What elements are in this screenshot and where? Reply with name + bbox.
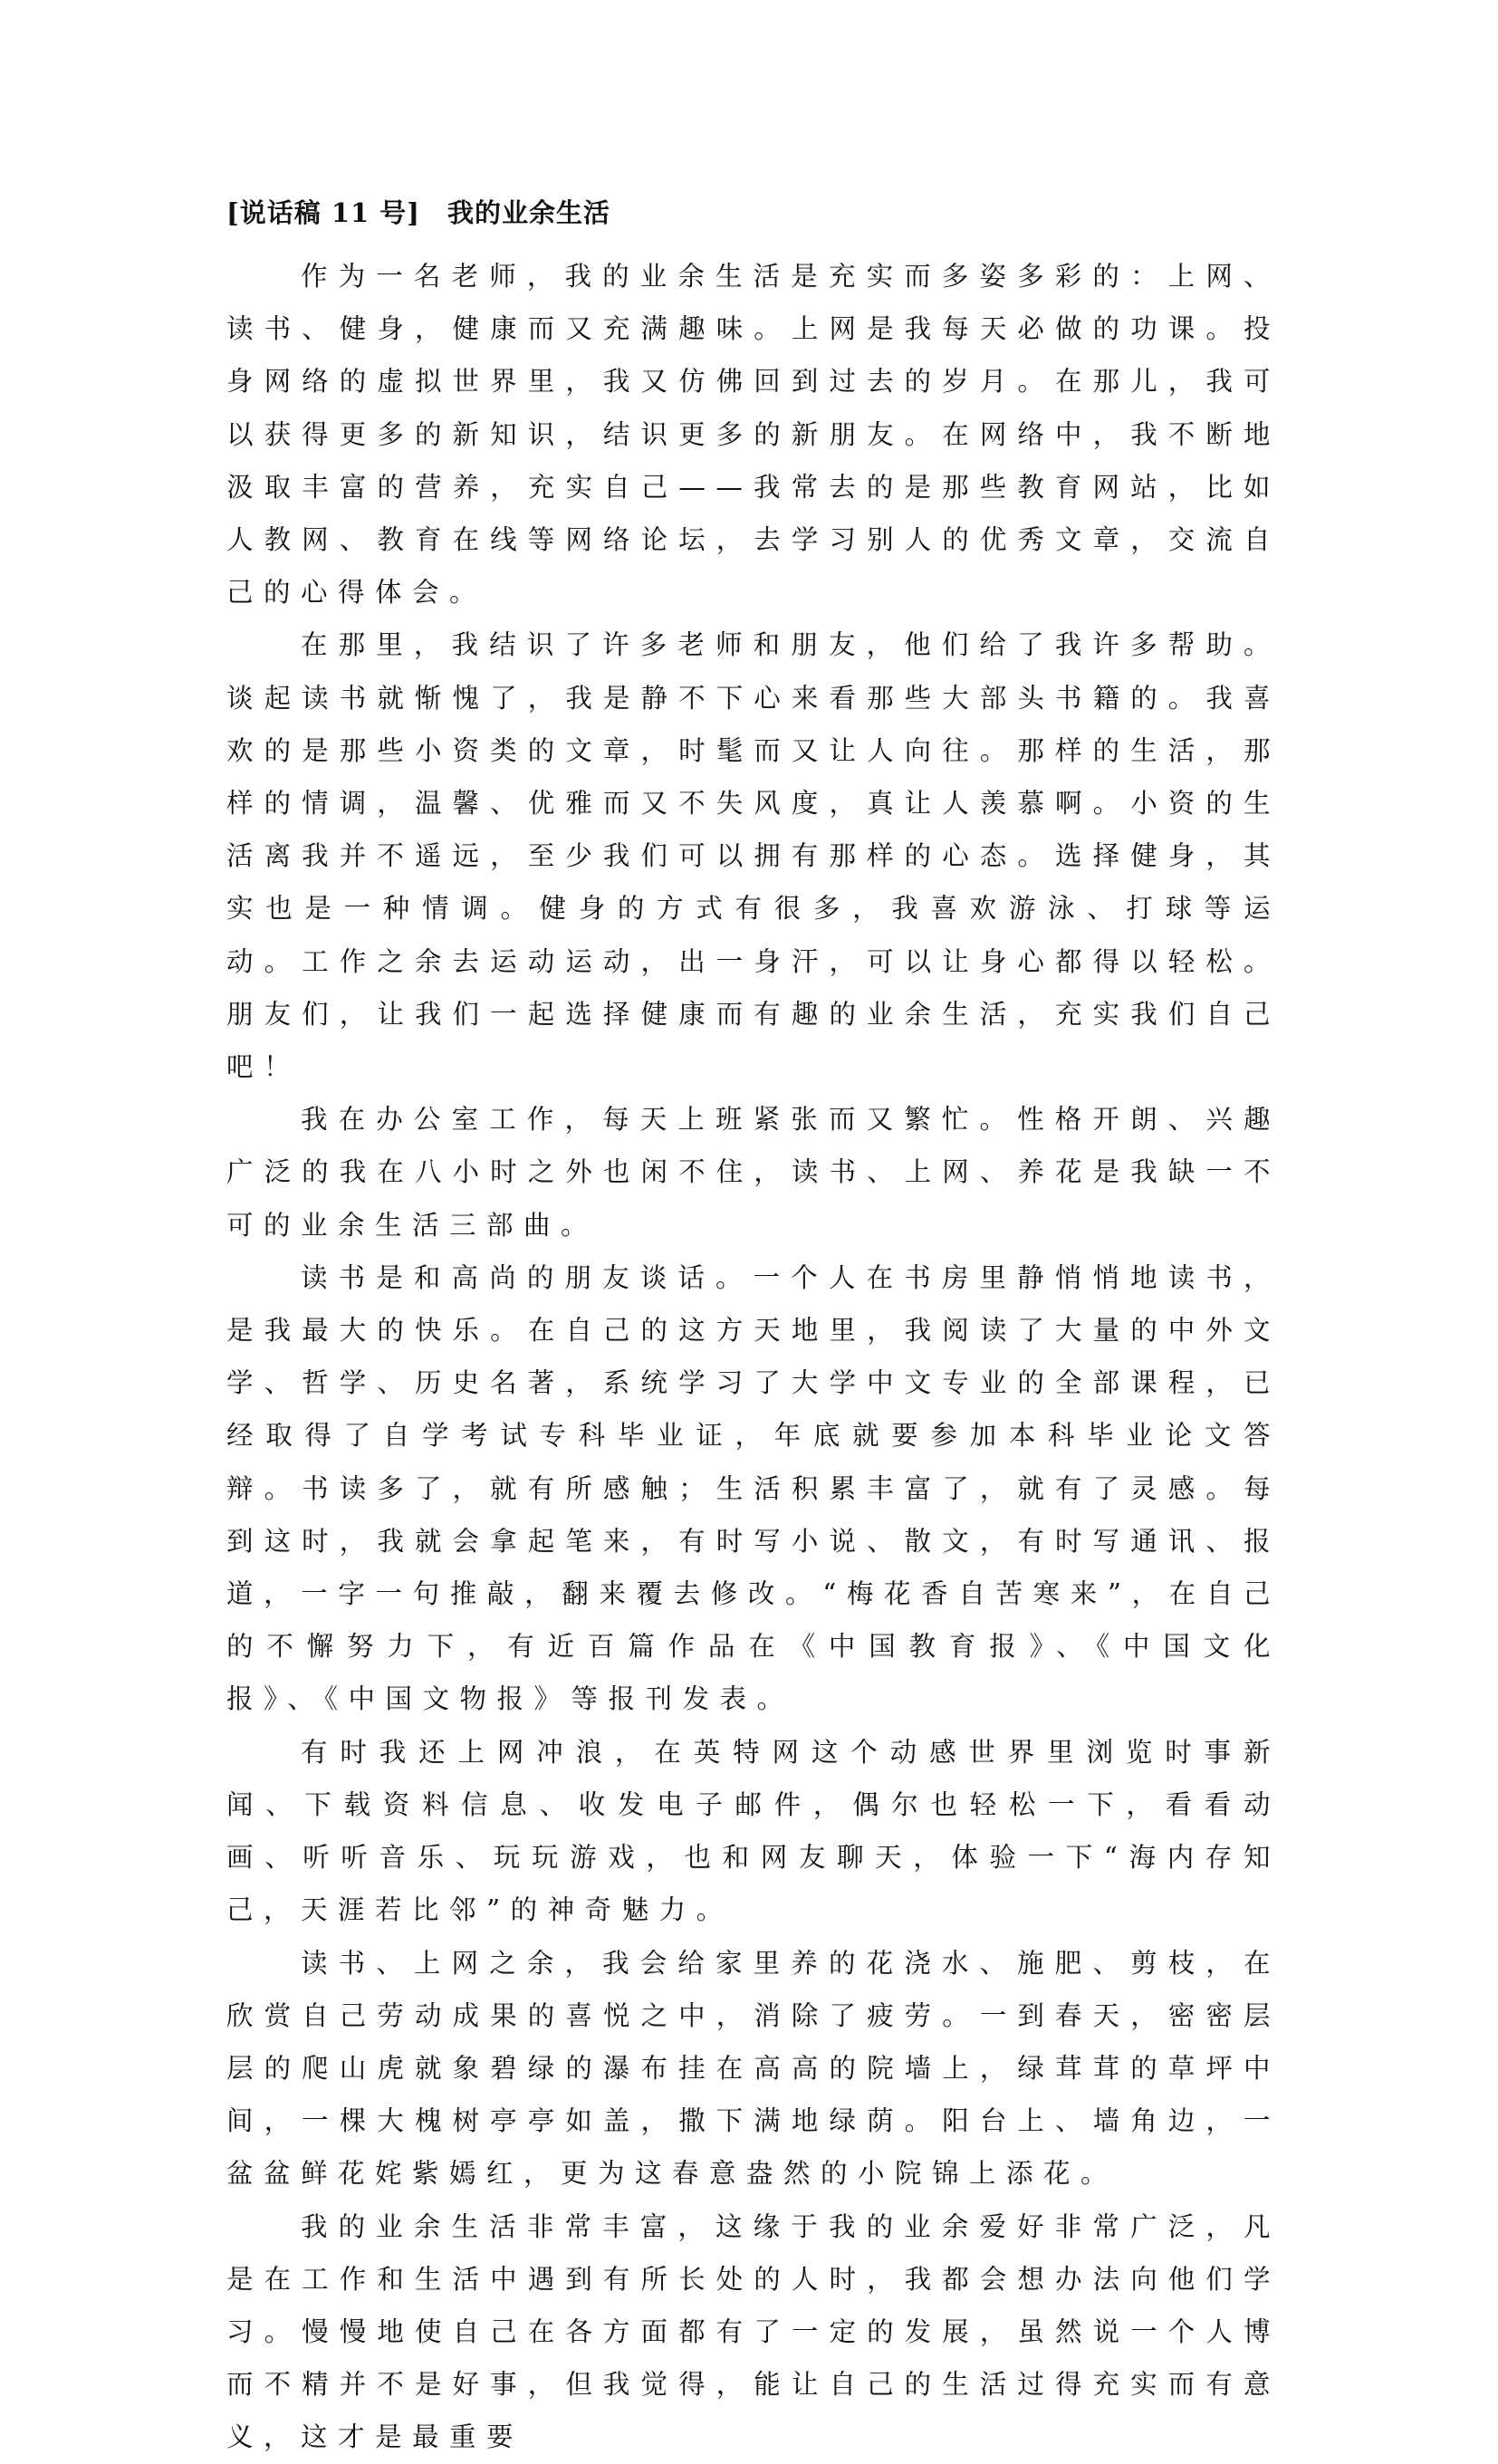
paragraph: 我的业余生活非常丰富，这缘于我的业余爱好非常广泛，凡是在工作和生活中遇到有所长处的人时，我都会想办法向他们学习。慢慢地使自己在各方面都有了一定的发展，虽然说一个人博而不精并不是好事，但我觉得，能让自己的生活过得充实而有意义，这才是最重要 — [226, 2210, 1281, 2453]
title-text: 我的业余生活 — [447, 197, 611, 228]
document-title — [226, 192, 610, 234]
paragraph: 有时我还上网冲浪，在英特网这个动感世界里浏览时事新闻、下载资料信息、收发电子邮件，偶尔也轻松一下，看看动画、听听音乐、玩玩游戏，也和网友聊天，体验一下“海内存知己，天涯若比邻”的神奇魅力。 — [226, 1736, 1281, 1926]
paragraph: 在那里，我结识了许多老师和朋友，他们给了我许多帮助。谈起读书就惭愧了，我是静不下心来看那些大部头书籍的。我喜欢的是那些小资类的文章，时髦而又让人向往。那样的生活，那样的情调，温馨、优雅而又不失风度，真让人羡慕啊。小资的生活离我并不遥远，至少我们可以拥有那样的心态。选择健身，其实也是一种情调。健身的方式有很多，我喜欢游泳、打球等运动。工作之余去运动运动，出一身汗，可以让身心都得以轻松。朋友们，让我们一起选择健康而有趣的业余生活，充实我们自己吧！ — [226, 629, 1281, 1083]
paragraph: 我在办公室工作，每天上班紧张而又繁忙。性格开朗、兴趣广泛的我在八小时之外也闲不住，读书、上网、养花是我缺一不可的业余生活三部曲。 — [226, 1104, 1281, 1241]
paragraph: 读书是和高尚的朋友谈话。一个人在书房里静悄悄地读书，是我最大的快乐。在自己的这方天地里，我阅读了大量的中外文学、哲学、历史名著，系统学习了大学中文专业的全部课程，已经取得了自学考试专科毕业证，年底就要参加本科毕业论文答辩。书读多了，就有所感触；生活积累丰富了，就有了灵感。每到这时，我就会拿起笔来，有时写小说、散文，有时写通讯、报道，一字一句推敲，翻来覆去修改。“梅花香自苦寒来”，在自己的不懈努力下，有近百篇作品在《中国教育报》、《中国文化报》、《中国文物报》等报刊发表。 — [226, 1261, 1281, 1715]
title-label: [说话稿 11 号] — [226, 197, 420, 228]
paragraph: 作为一名老师，我的业余生活是充实而多姿多彩的：上网、读书、健身，健康而又充满趣味。上网是我每天必做的功课。投身网络的虚拟世界里，我又仿佛回到过去的岁月。在那儿，我可以获得更多的新知识，结识更多的新朋友。在网络中，我不断地汲取丰富的营养，充实自己——我常去的是那些教育网站，比如人教网、教育在线等网络论坛，去学习别人的优秀文章，交流自己的心得体会。 — [226, 261, 1281, 609]
document-body — [226, 250, 1281, 2464]
paragraph: 读书、上网之余，我会给家里养的花浇水、施肥、剪枝，在欣赏自己劳动成果的喜悦之中，消除了疲劳。一到春天，密密层层的爬山虎就象碧绿的瀑布挂在高高的院墙上，绿茸茸的草坪中间，一棵大槐树亭亭如盖，撒下满地绿荫。阳台上、墙角边，一盆盆鲜花姹紫嫣红，更为这春意盎然的小院锦上添花。 — [226, 1947, 1281, 2190]
